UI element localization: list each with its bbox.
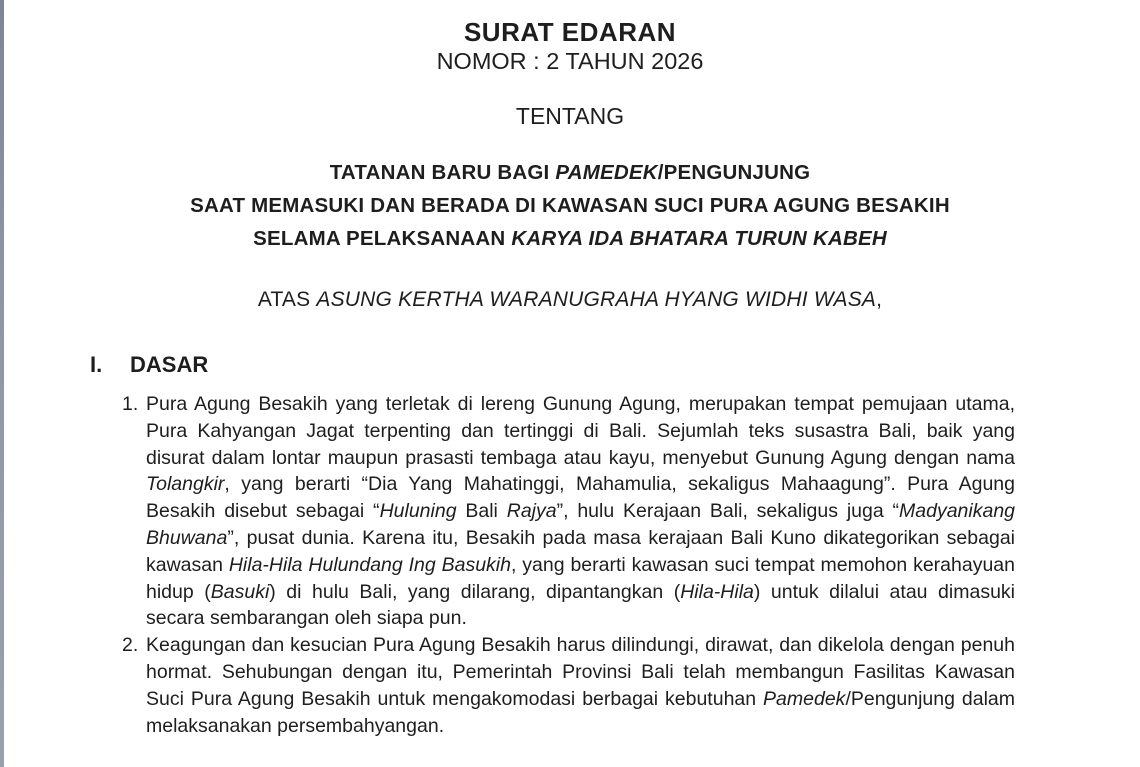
numbered-list: [122, 391, 1015, 739]
document-number: NOMOR : 2 TAHUN 2026: [436, 48, 704, 74]
invocation-line: ATAS ASUNG KERTHA WARANUGRAHA HYANG WIDHI WASA,: [257, 288, 883, 311]
list-item-2: [122, 632, 1015, 739]
document-type-title: SURAT EDARAN: [463, 17, 677, 47]
document-subject: [0, 156, 1140, 255]
subject-line-2: SAAT MEMASUKI DAN BERADA DI KAWASAN SUCI PURA AGUNG BESAKIH: [190, 194, 950, 217]
section-heading: [0, 352, 1140, 378]
list-item-2-number: 2.: [122, 634, 139, 657]
subject-line-3: SELAMA PELAKSANAAN KARYA IDA BHATARA TURUN KABEH: [253, 227, 887, 250]
scan-edge-artifact: [0, 0, 4, 767]
document-header: [0, 0, 1140, 312]
section-dasar: [0, 352, 1140, 739]
list-item-1: [122, 391, 1015, 632]
about-label: TENTANG: [515, 103, 625, 129]
list-item-1-number: 1.: [122, 393, 139, 415]
list-item-1-text: Pura Agung Besakih yang terletak di lereng Gunung Agung, merupakan tempat pemujaan utama, Pura Kahyangan Jagat terpenting dan tertinggi di Bali. Sejumlah teks susastra Bali, baik yang disurat dalam lontar maupun prasasti tembaga atau kayu, menyebut Gunung Agung dengan nama Tolangkir, yang berarti “Dia Yang Mahatinggi, Mahamulia, sekaligus Mahaagung”. Pura Agung Besakih disebut sebagai “Huluning Bali Rajya”, hulu Kerajaan Bali, sekaligus juga “Madyanikang Bhuwana”, pusat dunia. Karena itu, Besakih pada masa kerajaan Bali Kuno dikategorikan sebagai kawasan Hila-Hila Hulundang Ing Basukih, yang berarti kawasan suci tempat memohon kerahayuan hidup (Basuki) di hulu Bali, yang dilarang, dipantangkan (Hila-Hila) untuk dilalui atau dimasuki secara sembarangan oleh siapa pun.: [146, 393, 1016, 630]
section-title: DASAR: [130, 352, 209, 377]
list-item-2-text: Keagungan dan kesucian Pura Agung Besakih harus dilindungi, dirawat, dan dikelola dengan penuh hormat. Sehubungan dengan itu, Pemerintah Provinsi Bali telah membangun Fasilitas Kawasan Suci Pura Agung Besakih untuk mengakomodasi berbagai kebutuhan Pamedek/Pengunjung dalam melaksanakan persembahyangan.: [146, 634, 1015, 737]
subject-line-1: TATANAN BARU BAGI PAMEDEK/PENGUNJUNG: [329, 161, 811, 184]
section-numeral: I.: [90, 352, 103, 377]
